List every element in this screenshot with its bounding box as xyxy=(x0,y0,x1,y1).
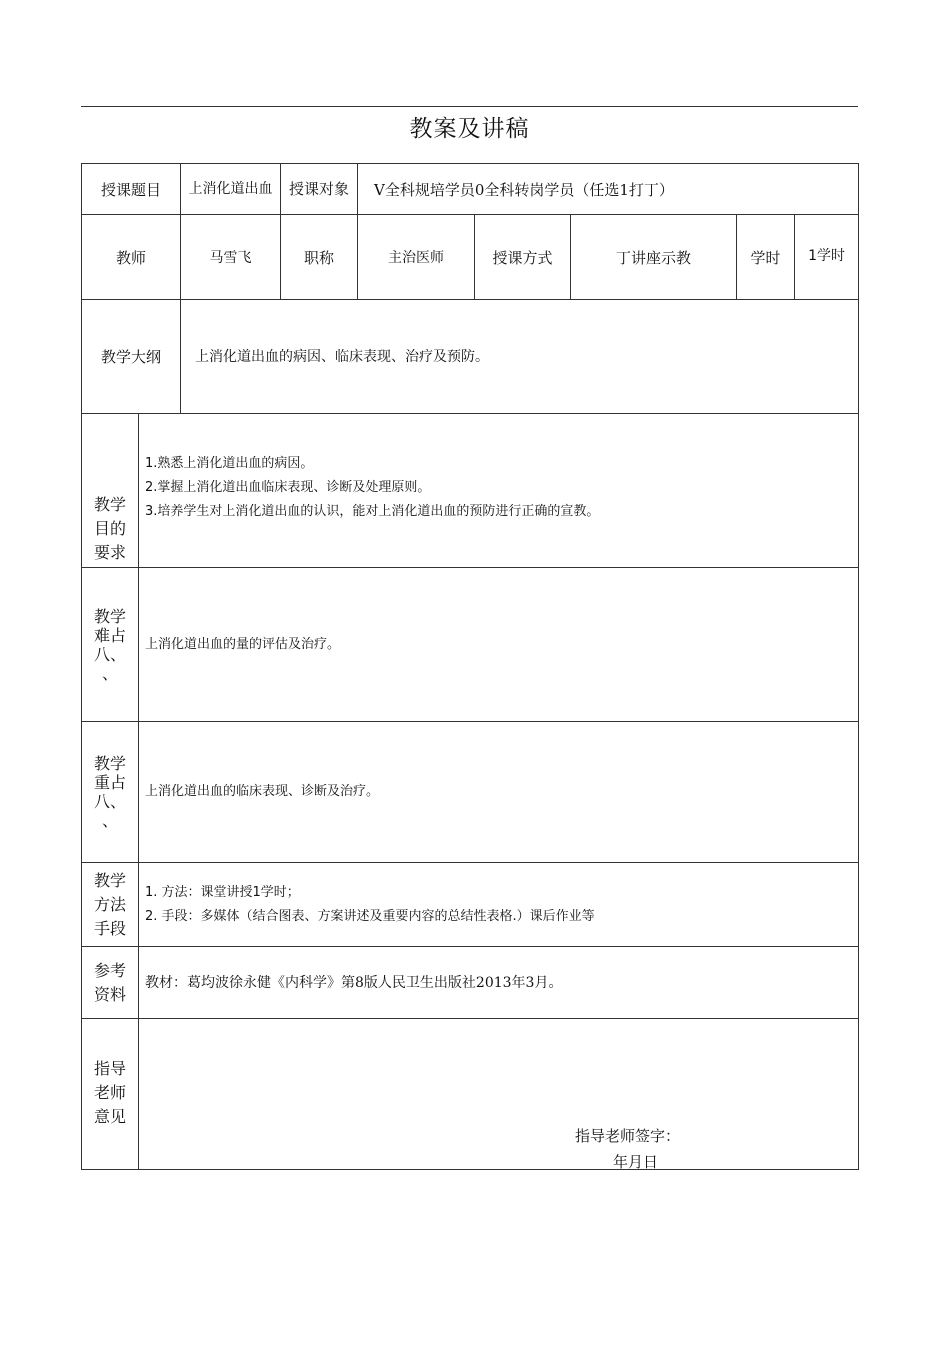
header-rule xyxy=(81,106,858,107)
hours-label: 学时 xyxy=(737,215,795,300)
list-item: 3.培养学生对上消化道出血的认识，能对上消化道出血的预防进行正确的宣教。 xyxy=(145,504,600,519)
references-label: 参考 资料 xyxy=(82,947,139,1019)
list-item: 2. 手段：多媒体（结合图表、方案讲述及重要内容的总结性表格.）课后作业等 xyxy=(145,909,595,924)
page-title: 教案及讲稿 xyxy=(409,116,530,142)
keypoints-content: 上消化道出血的临床表现、诊断及治疗。 xyxy=(139,722,859,863)
methods-content xyxy=(139,863,859,947)
list-item: 1.熟悉上消化道出血的病因。 xyxy=(145,456,314,471)
rank-value: 主治医师 xyxy=(358,215,475,300)
keypoints-label: 教学 重占 八、 、 xyxy=(82,722,139,863)
teacher-label: 教师 xyxy=(82,215,181,300)
objectives-content xyxy=(139,414,859,568)
signature-block xyxy=(139,1019,858,1169)
supervisor-label: 指导 老师 意见 xyxy=(82,1019,139,1170)
hours-value: 1学时 xyxy=(795,215,859,300)
method-value: 丁讲座示教 xyxy=(571,215,737,300)
audience-value: V全科规培学员0全科转岗学员（任选1打丁） xyxy=(358,164,859,215)
difficulty-content: 上消化道出血的量的评估及治疗。 xyxy=(139,568,859,722)
rank-label: 职称 xyxy=(281,215,358,300)
objectives-label: 教学 目的 要求 xyxy=(82,414,139,568)
lesson-plan-table xyxy=(81,163,859,1170)
topic-value: 上消化道出血 xyxy=(181,164,281,215)
references-content: 教材：葛均波徐永健《内科学》第8版人民卫生出版社2013年3月。 xyxy=(139,947,859,1019)
topic-label: 授课题目 xyxy=(82,164,181,215)
outline-content: 上消化道出血的病因、临床表现、治疗及预防。 xyxy=(181,300,859,414)
list-item: 2.掌握上消化道出血临床表现、诊断及处理原则。 xyxy=(145,480,431,495)
date-label: 年月日 xyxy=(613,1153,659,1171)
teacher-value: 马雪飞 xyxy=(181,215,281,300)
supervisor-opinion xyxy=(139,1019,859,1170)
outline-label: 教学大纲 xyxy=(82,300,181,414)
method-label: 授课方式 xyxy=(475,215,571,300)
difficulty-label: 教学 难占 八、 、 xyxy=(82,568,139,722)
audience-label: 授课对象 xyxy=(281,164,358,215)
methods-label: 教学 方法 手段 xyxy=(82,863,139,947)
signature-label: 指导老师签字： xyxy=(575,1127,681,1145)
list-item: 1. 方法：课堂讲授1学时； xyxy=(145,885,300,900)
